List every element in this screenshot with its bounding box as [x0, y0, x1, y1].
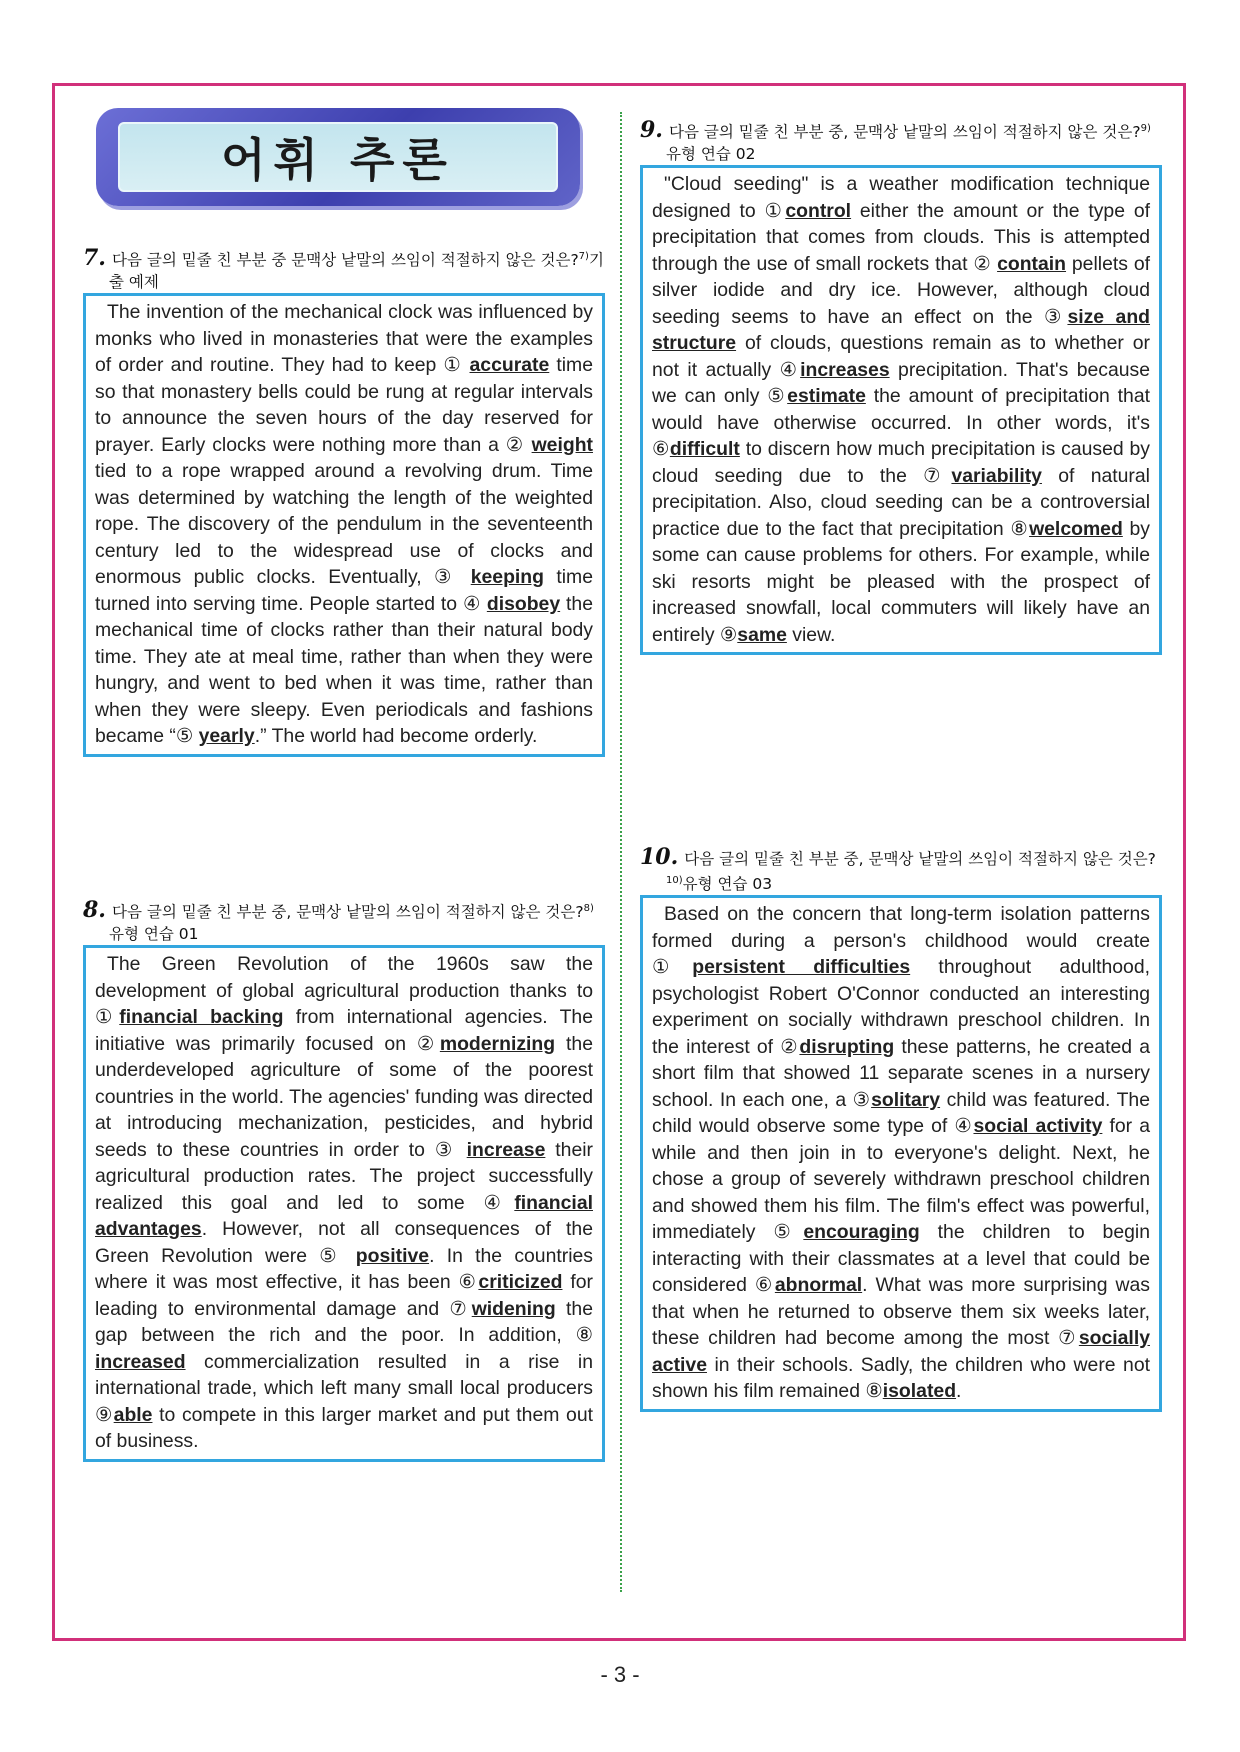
passage-text: the children to begin interacting with their classmates at a level that could be considered ⑥ — [652, 1221, 1150, 1297]
question-prompt: 다음 글의 밑줄 친 부분 중, 문맥상 낱말의 쓰임이 적절하지 않은 것은? — [684, 850, 1156, 868]
passage-text: to compete in this larger market and put them out of business. — [95, 1403, 593, 1453]
passage-text: The invention of the mechanical clock was influenced by monks who lived in monasteries that were the examples of order and routine. They had to keep ① — [95, 301, 593, 377]
underlined-word: disrupting — [799, 1035, 895, 1058]
underlined-word: same — [737, 623, 787, 646]
underlined-word: positive — [355, 1244, 430, 1267]
underlined-word: estimate — [787, 385, 866, 408]
underlined-word: criticized — [478, 1271, 563, 1294]
underlined-word: financial backing — [119, 1006, 284, 1029]
question-number: 7. — [83, 245, 106, 272]
underlined-word: difficult — [669, 438, 740, 461]
question-header — [640, 118, 1162, 165]
passage-text: tied to a rope wrapped around a revolving drum. Time was determined by watching the length of the weighted rope. The discovery of the pendulum in the seventeenth century led to the widespread use of clocks and enormous public clocks. Eventually, ③ — [95, 460, 593, 589]
question-tag: 유형 연습 03 — [682, 875, 773, 894]
passage-text: the mechanical time of clocks rather than their natural body time. They ate at meal time, rather than when they were hungry, and went to bed when it was time, rather than when they were sleepy. Even periodicals and fashions became “⑤ — [95, 592, 593, 748]
passage-text: to discern how much precipitation is caused by cloud seeding due to the ⑦ — [652, 438, 1150, 487]
column-divider — [620, 112, 622, 1592]
passage-text: in their schools. Sadly, the children who were not shown his film remained ⑧ — [652, 1353, 1150, 1403]
underlined-word: widening — [471, 1297, 556, 1320]
underlined-word: able — [113, 1403, 153, 1426]
underlined-word: isolated — [882, 1380, 957, 1403]
question-number: 10. — [640, 844, 679, 870]
passage-text: either the amount or the type of precipitation that comes from clouds. This is attempted through the use of small rockets that ② — [652, 199, 1150, 275]
underlined-word: contain — [997, 252, 1067, 275]
question-prompt: 다음 글의 밑줄 친 부분 중, 문맥상 낱말의 쓰임이 적절하지 않은 것은? — [111, 903, 584, 922]
question-prompt: 다음 글의 밑줄 친 부분 중 문맥상 낱말의 쓰임이 적절하지 않은 것은? — [111, 251, 579, 270]
passage-box — [640, 165, 1162, 655]
passage-text: "Cloud seeding" is a weather modification technique designed to ① — [652, 173, 1150, 222]
passage-box — [83, 293, 605, 757]
passage-text: . However, not all consequences of the Green Revolution were ⑤ — [95, 1218, 593, 1267]
underlined-word: increased — [95, 1350, 186, 1373]
passage-text: by some can cause problems for others. For example, while ski resorts might be pleased with the prospect of increased snowfall, local commuters will likely have an entirely ⑨ — [652, 517, 1150, 646]
passage-text: of clouds, questions remain as to whether or not it actually ④ — [652, 332, 1150, 381]
underlined-word: encouraging — [803, 1221, 920, 1244]
underlined-word: abnormal — [774, 1274, 863, 1297]
passage-text: for leading to environmental damage and ⑦ — [95, 1271, 593, 1320]
question-header — [83, 898, 605, 945]
underlined-word: variability — [951, 464, 1042, 487]
underlined-word: increase — [466, 1138, 546, 1161]
underlined-word: financial advantages — [95, 1191, 593, 1241]
footnote-ref: 9) — [1140, 123, 1151, 134]
passage-text: commercialization resulted in a rise in international trade, which left many small local producers ⑨ — [95, 1350, 593, 1426]
underlined-word: persistent difficulties — [692, 956, 911, 979]
passage-text: precipitation. That's because we can only ⑤ — [652, 358, 1151, 408]
question-8 — [83, 898, 605, 1462]
passage-text: from international agencies. The initiative was primarily focused on ② — [95, 1006, 594, 1055]
passage-box — [83, 945, 605, 1462]
passage-text: Based on the concern that long-term isolation patterns formed during a person's childhood would create ① — [652, 903, 1150, 979]
passage-text: these patterns, he created a short film that showed 11 separate scenes in a nursery school. In each one, a ③ — [652, 1035, 1150, 1111]
passage-text: pellets of silver iodide and dry ice. However, although cloud seeding seems to have an effect on the ③ — [652, 252, 1150, 328]
passage-text: The Green Revolution of the 1960s saw the development of global agricultural production thanks to ① — [95, 953, 593, 1029]
section-title-banner — [96, 108, 580, 206]
question-tag: 유형 연습 02 — [666, 145, 756, 164]
underlined-word: weight — [531, 433, 593, 456]
underlined-word: solitary — [871, 1088, 941, 1111]
section-title: 어휘 추론 — [221, 133, 455, 187]
question-9 — [640, 118, 1162, 655]
passage-box — [640, 895, 1162, 1412]
question-7 — [83, 246, 605, 757]
passage-text: .” The world had become orderly. — [254, 725, 538, 748]
passage-text: of natural precipitation. Also, cloud seeding can be a controversial practice due to the fact that precipitation ⑧ — [652, 464, 1150, 540]
passage-text: . — [956, 1380, 962, 1403]
underlined-word: socially active — [652, 1327, 1150, 1376]
passage-text: . In the countries where it was most effective, it has been ⑥ — [95, 1244, 593, 1294]
underlined-word: modernizing — [439, 1032, 556, 1055]
footnote-ref: 7) — [578, 251, 589, 262]
underlined-word: social activity — [973, 1115, 1103, 1138]
passage-text: . What was more surprising was that when he returned to observe them six weeks later, these children had become among the most ⑦ — [652, 1274, 1150, 1350]
section-title-inner — [118, 122, 558, 192]
passage-text: for a while and then join in to everyone's delight. Next, he chose a group of severely withdrawn preschool children and showed them his film. The film's effect was powerful, immediately ⑤ — [652, 1115, 1150, 1244]
question-header — [83, 246, 605, 293]
footnote-ref: 10) — [666, 875, 683, 886]
question-prompt: 다음 글의 밑줄 친 부분 중, 문맥상 낱말의 쓰임이 적절하지 않은 것은? — [668, 123, 1141, 142]
page-number: - 3 - — [600, 1662, 640, 1687]
passage-text: the underdeveloped agriculture of some of the poorest countries in the world. The agencies' funding was directed at introducing mechanization, pesticides, and hybrid seeds to these countries in order to ③ — [95, 1032, 593, 1161]
underlined-word: size and structure — [652, 305, 1151, 355]
question-header — [640, 846, 1162, 895]
question-tag: 기출 예제 — [109, 251, 604, 292]
question-number: 9. — [640, 117, 663, 144]
passage-text: view. — [786, 623, 836, 646]
question-tag: 유형 연습 01 — [109, 925, 199, 944]
footnote-ref: 8) — [583, 903, 594, 914]
underlined-word: disobey — [486, 592, 561, 615]
passage-text: the gap between the rich and the poor. In addition, ⑧ — [95, 1297, 593, 1347]
passage-text: time turned into serving time. People started to ④ — [95, 566, 593, 615]
underlined-word: accurate — [469, 354, 550, 377]
question-number: 8. — [83, 897, 106, 924]
underlined-word: keeping — [470, 566, 544, 589]
passage-text: time so that monastery bells could be rung at regular intervals to announce the seven hours of the day reserved for prayer. Early clocks were nothing more than a ② — [95, 354, 593, 456]
passage-text: child was featured. The child would observe some type of ④ — [652, 1088, 1150, 1138]
question-10 — [640, 846, 1162, 1412]
passage-text: the amount of precipitation that would have otherwise occurred. In other words, it's ⑥ — [652, 385, 1150, 461]
underlined-word: welcomed — [1029, 517, 1123, 540]
underlined-word: increases — [800, 358, 890, 381]
underlined-word: control — [785, 199, 852, 222]
passage-text: their agricultural production rates. The project successfully realized this goal and led to some ④ — [95, 1138, 593, 1214]
passage-text: throughout adulthood, psychologist Robert O'Connor conducted an interesting experiment on socially withdrawn preschool children. In the interest of ② — [652, 956, 1150, 1058]
underlined-word: yearly — [198, 725, 255, 748]
